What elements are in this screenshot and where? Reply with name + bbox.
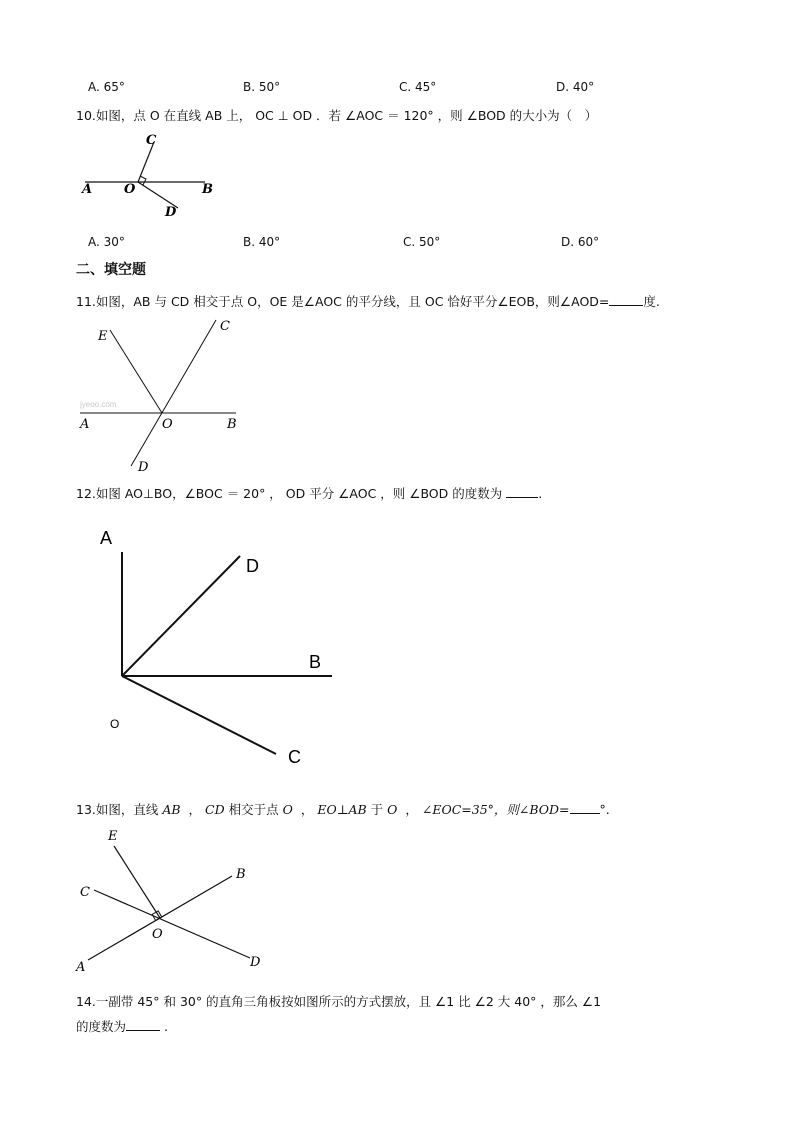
q13-sep-3: ， [405, 802, 418, 817]
q11-label-d: D [138, 460, 149, 475]
q12-ray-oc [122, 676, 276, 754]
q10-option-c: C. 50° [403, 235, 441, 249]
q10-label-a: A [82, 182, 93, 197]
q12-stem-text: 12.如图 AO⊥BO，∠BOC ＝ 20° ， OD 平分 ∠AOC ，则 ∠BOD 的度数为 [76, 486, 503, 501]
q13-label-d: D [250, 955, 261, 970]
q14-stem-line2 [76, 1017, 168, 1035]
q13-stem-end: °. [599, 802, 610, 817]
q10-stem: 10.如图，点 O 在直线 AB 上， OC ⊥ OD ．若 ∠AOC ＝ 120° ，则 ∠BOD 的大小为（ ） [76, 108, 598, 123]
q13-stem [76, 800, 610, 818]
q11-label-b: B [227, 417, 237, 432]
q13-stem-1: 13.如图，直线 [76, 802, 159, 817]
q12-ray-od [122, 556, 240, 676]
q13-label-c: C [80, 885, 90, 900]
q12-label-b: B [309, 652, 322, 672]
q13-ab: AB [162, 802, 181, 817]
q12-label-d: D [246, 556, 259, 576]
q10-figure [80, 130, 220, 220]
q11-label-o: O [162, 417, 173, 432]
q12-answer-blank[interactable] [506, 485, 538, 498]
q14-stem-end: . [164, 1019, 168, 1034]
q12-label-o: O [110, 717, 120, 731]
q13-ray-oe [114, 846, 160, 918]
q9-option-c: C. 45° [399, 80, 437, 94]
q11-answer-blank[interactable] [609, 293, 643, 306]
q13-sep-1: ， [188, 802, 202, 817]
q11-stem-text: 11.如图，AB 与 CD 相交于点 O，OE 是∠AOC 的平分线，且 OC 恰好平分∠EOB，则∠AOD= [76, 294, 610, 309]
q13-label-e: E [108, 829, 118, 844]
q13-answer-blank[interactable] [570, 801, 600, 814]
q9-option-a: A. 65° [88, 80, 125, 94]
q12-stem-end: . [538, 486, 543, 501]
q11-stem-end: 度. [643, 294, 660, 309]
q10-option-a: A. 30° [88, 235, 125, 249]
q12-figure [96, 522, 356, 782]
q13-stem-3: 于 [370, 802, 384, 817]
q10-label-c: C [146, 133, 157, 148]
q11-stem [76, 292, 660, 310]
q9-option-d: D. 40° [556, 80, 595, 94]
q10-label-b: B [202, 182, 213, 197]
q13-cd: CD [205, 802, 225, 817]
q13-eo-ab: EO⊥AB [317, 802, 367, 817]
q13-label-o: O [152, 927, 163, 942]
q10-label-o: O [124, 182, 136, 197]
q10-option-b: B. 40° [243, 235, 281, 249]
q14-stem-text: 的度数为 [76, 1019, 127, 1034]
q14-stem-line1: 14.一副带 45° 和 30° 的直角三角板按如图所示的方式摆放，且 ∠1 比 ∠2 大 40° ，那么 ∠1 [76, 994, 602, 1009]
q13-label-a: A [76, 960, 86, 975]
q11-label-c: C [220, 319, 230, 334]
q14-answer-blank[interactable] [126, 1018, 160, 1031]
q9-option-b: B. 50° [243, 80, 281, 94]
q13-sep-2: ， [300, 802, 314, 817]
q13-angle: ∠EOC=35°，则∠BOD= [421, 802, 570, 817]
section-title-fill-in: 二、填空题 [76, 262, 146, 278]
q12-label-c: C [288, 747, 301, 767]
q13-figure [74, 826, 274, 976]
q11-label-a: A [80, 417, 90, 432]
q13-label-b: B [236, 867, 246, 882]
q13-o2: O [387, 802, 398, 817]
q12-stem [76, 484, 542, 502]
q11-line-cd [131, 320, 216, 466]
q11-watermark: jyeoo.com [80, 400, 117, 409]
q13-o: O [282, 802, 293, 817]
q13-stem-2: 相交于点 [228, 802, 279, 817]
q11-ray-oe [110, 330, 162, 413]
q13-line-cd [94, 890, 250, 958]
q11-label-e: E [98, 329, 108, 344]
q10-label-d: D [165, 205, 177, 220]
q12-label-a: A [100, 528, 113, 548]
q11-figure [76, 316, 256, 476]
q10-option-d: D. 60° [561, 235, 600, 249]
